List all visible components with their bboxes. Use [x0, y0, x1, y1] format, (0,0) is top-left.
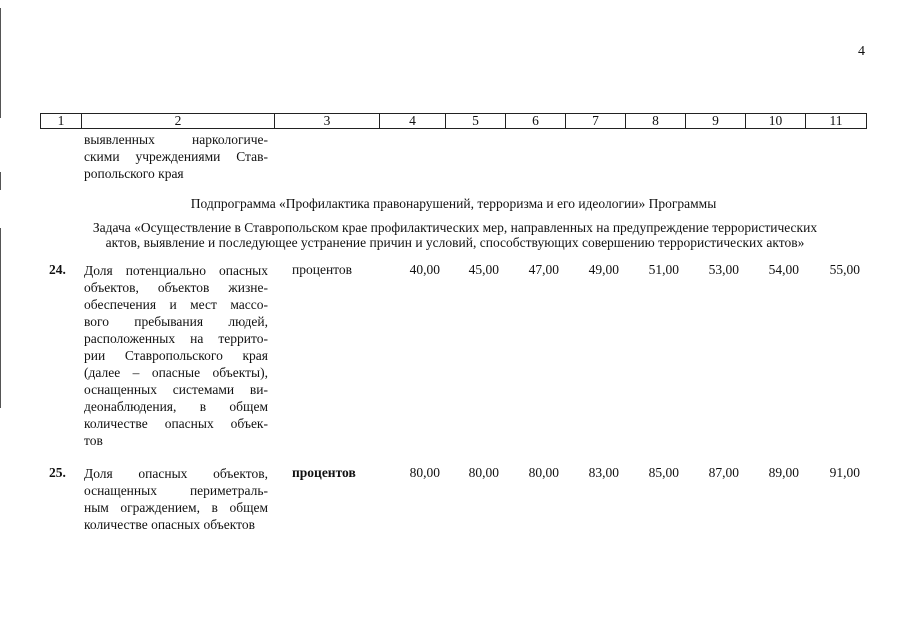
row-number: 24. — [49, 262, 66, 277]
task-line-2: актов, выявление и последующее устранение причин и условий, способствующих совершению террористических актов» — [105, 235, 805, 250]
header-col-9: 9 — [686, 114, 746, 128]
value-cell: 91,00 — [829, 465, 860, 480]
desc-line: тов — [84, 433, 103, 448]
header-col-6: 6 — [506, 114, 566, 128]
value-cell: 55,00 — [829, 262, 860, 277]
margin-line-bottom — [0, 228, 1, 408]
row-description — [84, 262, 268, 449]
desc-line: ным ограждением, в общем — [84, 500, 268, 515]
value-cell: 83,00 — [588, 465, 619, 480]
value-cell: 45,00 — [468, 262, 499, 277]
header-col-7: 7 — [566, 114, 626, 128]
desc-line: рии Ставропольского края — [84, 348, 268, 363]
row-unit: процентов — [292, 262, 353, 277]
value-cell: 47,00 — [528, 262, 559, 277]
table-header-row — [40, 113, 867, 129]
header-col-3: 3 — [275, 114, 380, 128]
header-col-5: 5 — [446, 114, 506, 128]
desc-line: расположенных на террито- — [84, 331, 268, 346]
margin-line-top — [0, 8, 1, 118]
value-cell: 51,00 — [648, 262, 679, 277]
value-cell: 54,00 — [768, 262, 799, 277]
value-cell: 87,00 — [708, 465, 739, 480]
desc-line: (далее – опасные объекты), — [84, 365, 268, 380]
desc-line: Доля потенциально опасных — [84, 263, 268, 278]
margin-line-mid — [0, 172, 1, 190]
header-col-10: 10 — [746, 114, 806, 128]
desc-line: оснащенных системами ви- — [84, 382, 268, 397]
value-cell: 53,00 — [708, 262, 739, 277]
value-cell: 85,00 — [648, 465, 679, 480]
header-col-4: 4 — [380, 114, 446, 128]
desc-line: объектов, объектов жизне- — [84, 280, 268, 295]
subprogram-title: Подпрограмма «Профилактика правонарушений, терроризма и его идеологии» Программы — [190, 196, 717, 211]
row-number: 25. — [49, 465, 66, 480]
desc-line: вого пребывания людей, — [84, 314, 268, 329]
header-col-8: 8 — [626, 114, 686, 128]
value-cell: 49,00 — [588, 262, 619, 277]
prev-row-line: выявленных наркологиче- — [84, 132, 268, 147]
desc-line: количестве опасных объектов — [84, 517, 255, 532]
desc-line: оснащенных периметраль- — [84, 483, 268, 498]
row-description — [84, 465, 268, 533]
value-cell: 80,00 — [409, 465, 440, 480]
prev-row-line: скими учреждениями Став- — [84, 149, 268, 164]
value-cell: 80,00 — [468, 465, 499, 480]
value-cell: 89,00 — [768, 465, 799, 480]
value-cell: 80,00 — [528, 465, 559, 480]
prev-row-description — [84, 131, 268, 182]
row-unit: процентов — [292, 465, 356, 480]
header-col-2: 2 — [82, 114, 275, 128]
value-cell: 40,00 — [409, 262, 440, 277]
page-number: 4 — [858, 44, 865, 59]
header-col-1: 1 — [41, 114, 82, 128]
desc-line: количестве опасных объек- — [84, 416, 268, 431]
desc-line: Доля опасных объектов, — [84, 466, 268, 481]
header-col-11: 11 — [829, 113, 843, 128]
prev-row-line: ропольского края — [84, 166, 184, 181]
task-line-1: Задача «Осуществление в Ставропольском крае профилактических мер, направленных на предупреждение террористических — [92, 220, 818, 235]
desc-line: деонаблюдения, в общем — [84, 399, 268, 414]
desc-line: обеспечения и мест массо- — [84, 297, 268, 312]
